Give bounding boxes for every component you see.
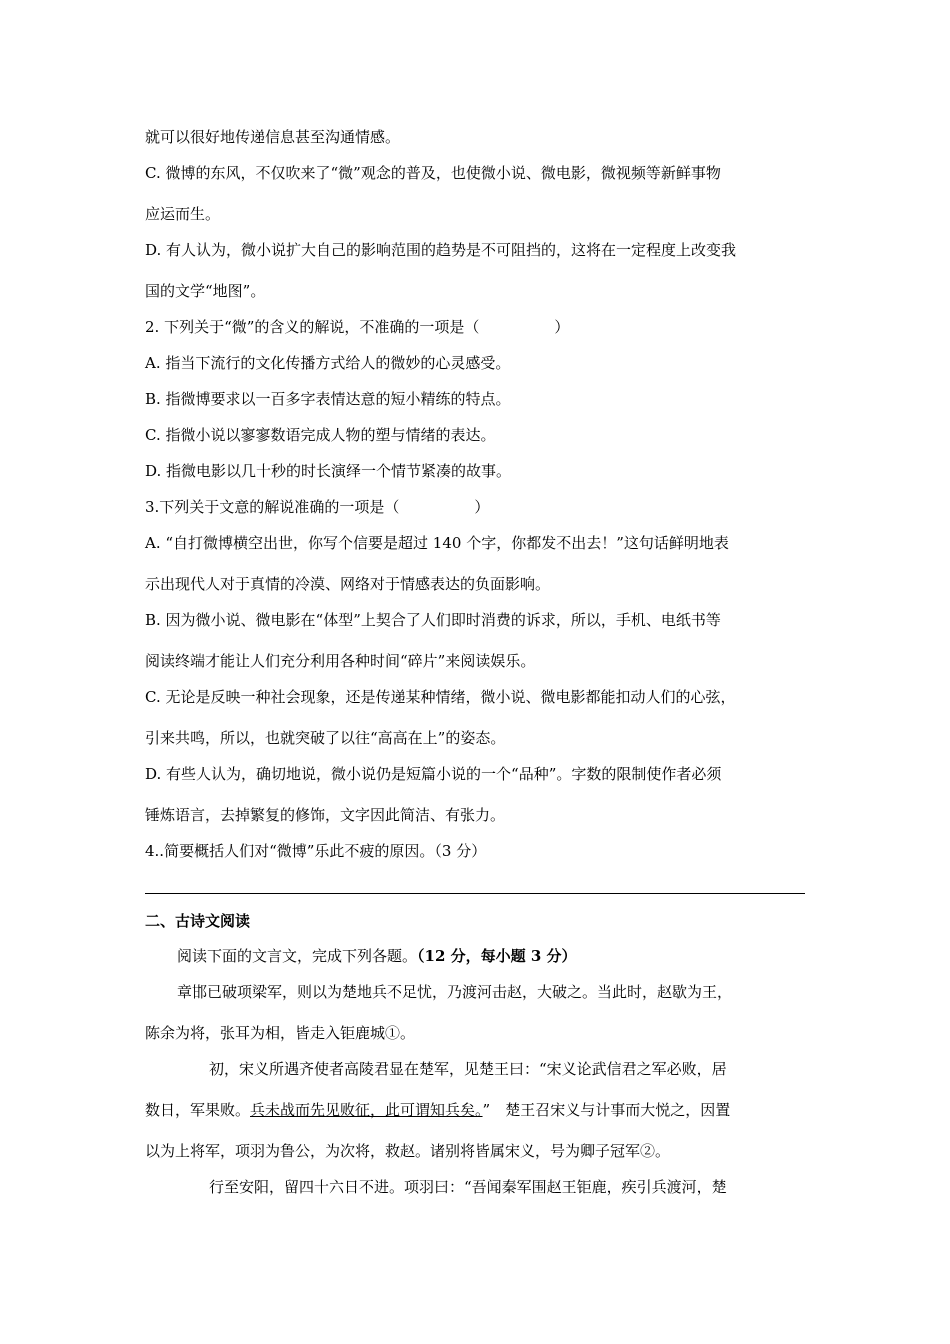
- passage-p2-text-a: 数日，军果败。: [145, 1101, 251, 1119]
- underlined-sentence: 兵未战而先见败征，此可谓知兵矣。: [250, 1101, 483, 1119]
- passage-p3-line1: 行至安阳，留四十六日不进。项羽曰：“吾闻秦军围赵王钜鹿，疾引兵渡河，楚: [209, 1178, 727, 1196]
- q4-stem: 4..简要概括人们对“微博”乐此不疲的原因。（3 分）: [145, 842, 487, 860]
- q1-option-b-continuation: 就可以很好地传递信息甚至沟通情感。: [145, 128, 401, 146]
- q3-option-d-line2: 锤炼语言，去掉繁复的修饰，文字因此简洁、有张力。: [145, 806, 506, 824]
- passage-p2-line1: 初，宋义所遇齐使者高陵君显在楚军，见楚王曰：“宋义论武信君之军必败，居: [209, 1060, 727, 1078]
- q1-option-d-line2: 国的文学“地图”。: [145, 282, 266, 300]
- q3-stem: 3.下列关于文意的解说准确的一项是（ ）: [145, 498, 490, 516]
- q3-option-b-line2: 阅读终端才能让人们充分利用各种时间“碎片”来阅读娱乐。: [145, 652, 536, 670]
- q3-option-a-line1: A. “自打微博横空出世，你写个信要是超过 140 个字，你都发不出去！”这句话鲜明地表: [145, 534, 729, 552]
- q2-stem: 2. 下列关于“微”的含义的解说，不准确的一项是（ ）: [145, 318, 570, 336]
- q3-option-b-line1: B. 因为微小说、微电影在“体型”上契合了人们即时消费的诉求，所以，手机、电纸书等: [145, 611, 721, 629]
- passage-p2-line3: 以为上将军，项羽为鲁公，为次将，救赵。诸别将皆属宋义，号为卿子冠军②。: [145, 1142, 671, 1160]
- q2-option-d: D. 指微电影以几十秒的时长演绎一个情节紧凑的故事。: [145, 462, 512, 480]
- q2-option-c: C. 指微小说以寥寥数语完成人物的塑与情绪的表达。: [145, 426, 496, 444]
- q2-option-b: B. 指微博要求以一百多字表情达意的短小精练的特点。: [145, 390, 511, 408]
- passage-p1-line1: 章邯已破项梁军，则以为楚地兵不足忧，乃渡河击赵，大破之。当此时，赵歇为王，: [177, 983, 733, 1001]
- q3-option-c-line2: 引来共鸣，所以，也就突破了以往“高高在上”的姿态。: [145, 729, 506, 747]
- section-divider: [145, 893, 805, 894]
- q3-option-c-line1: C. 无论是反映一种社会现象，还是传递某种情绪，微小说、微电影都能扣动人们的心弦，: [145, 688, 736, 706]
- q3-option-d-line1: D. 有些人认为，确切地说，微小说仍是短篇小说的一个“品种”。字数的限制使作者必须: [145, 765, 722, 783]
- q1-option-c-line2: 应运而生。: [145, 205, 221, 223]
- q1-option-d-line1: D. 有人认为，微小说扩大自己的影响范围的趋势是不可阻挡的，这将在一定程度上改变我: [145, 241, 737, 259]
- passage-p2-text-b: ” 楚王召宋义与计事而大悦之，因置: [482, 1101, 731, 1119]
- instruction-text: 阅读下面的文言文，完成下列各题。: [177, 947, 418, 965]
- passage-p1-line2: 陈余为将，张耳为相，皆走入钜鹿城①。: [145, 1024, 416, 1042]
- passage-p2-line2: [145, 1100, 730, 1120]
- section2-instruction: [177, 946, 577, 966]
- q3-option-a-line2: 示出现代人对于真情的冷漠、网络对于情感表达的负面影响。: [145, 575, 551, 593]
- q2-option-a: A. 指当下流行的文化传播方式给人的微妙的心灵感受。: [145, 354, 511, 372]
- section2-heading: 二、古诗文阅读: [145, 912, 251, 930]
- score-note: （12 分，每小题 3 分）: [417, 947, 577, 965]
- q1-option-c-line1: C. 微博的东风，不仅吹来了“微”观念的普及，也使微小说、微电影，微视频等新鲜事物: [145, 164, 721, 182]
